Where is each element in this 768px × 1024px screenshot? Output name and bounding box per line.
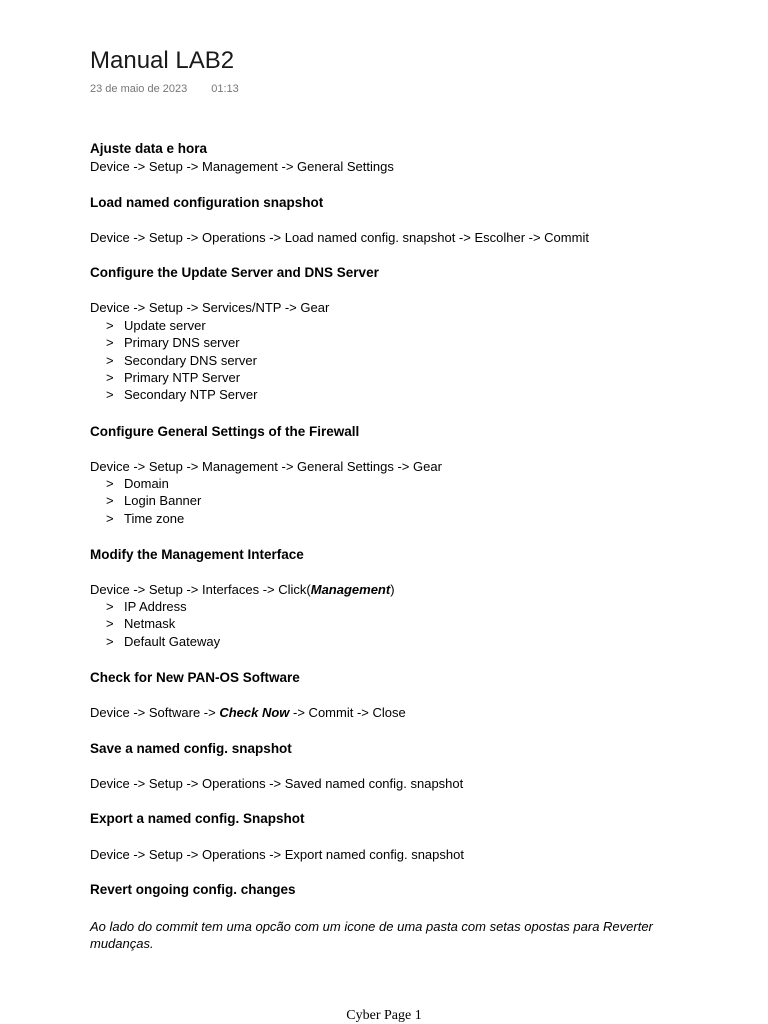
list-item: > Domain [106, 476, 169, 491]
section-path-management-interface: Device -> Setup -> Interfaces -> Click(Management) [90, 582, 395, 597]
page-date: 23 de maio de 2023 [90, 83, 188, 95]
page-meta [90, 83, 239, 95]
section-path-update-dns: Device -> Setup -> Services/NTP -> Gear [90, 300, 330, 315]
list-item: > Secondary DNS server [106, 353, 257, 368]
section-heading-date-time: Ajuste data e hora [90, 141, 208, 156]
list-item: > Time zone [106, 511, 185, 526]
list-item: > Netmask [106, 616, 176, 631]
section-path-date-time: Device -> Setup -> Management -> General Settings [90, 159, 394, 174]
list-item: > Primary NTP Server [106, 370, 241, 385]
section-path-export-snapshot: Device -> Setup -> Operations -> Export named config. snapshot [90, 847, 464, 862]
list-item: > Primary DNS server [106, 335, 240, 350]
section-path-save-snapshot: Device -> Setup -> Operations -> Saved named config. snapshot [90, 776, 464, 791]
section-path-load-snapshot: Device -> Setup -> Operations -> Load named config. snapshot -> Escolher -> Commit [90, 230, 589, 245]
section-heading-update-dns: Configure the Update Server and DNS Server [90, 265, 379, 280]
section-note-revert-changes: Ao lado do commit tem uma opcão com um icone de uma pasta com setas opostas para Reverter mudanças. [90, 919, 653, 951]
page-title: Manual LAB2 [90, 47, 235, 74]
section-heading-export-snapshot: Export a named config. Snapshot [90, 811, 305, 826]
section-heading-load-snapshot: Load named configuration snapshot [90, 195, 324, 210]
list-item: > Update server [106, 318, 206, 333]
section-heading-general-settings: Configure General Settings of the Firewall [90, 424, 360, 439]
list-item: > Secondary NTP Server [106, 387, 258, 402]
section-heading-revert-changes: Revert ongoing config. changes [90, 882, 296, 897]
section-path-general-settings: Device -> Setup -> Management -> General Settings -> Gear [90, 459, 442, 474]
list-item: > Default Gateway [106, 634, 221, 649]
section-path-panos-software: Device -> Software -> Check Now -> Commit -> Close [90, 705, 406, 720]
list-item: > Login Banner [106, 493, 202, 508]
section-heading-save-snapshot: Save a named config. snapshot [90, 741, 292, 756]
page-footer: Cyber Page 1 [346, 1008, 422, 1023]
list-item: > IP Address [106, 599, 187, 614]
section-heading-panos-software: Check for New PAN-OS Software [90, 670, 300, 685]
section-heading-management-interface: Modify the Management Interface [90, 547, 304, 562]
page-time: 01:13 [211, 83, 239, 95]
